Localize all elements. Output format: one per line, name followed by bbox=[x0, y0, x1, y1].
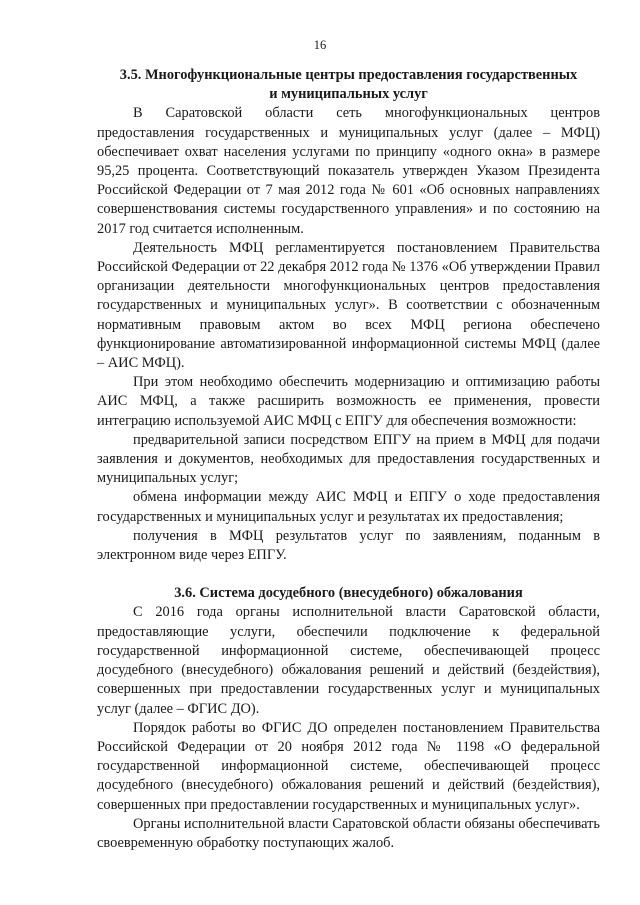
paragraph: Деятельность МФЦ регламентируется постановлением Правительства Российской Федерации от 22 декабря 2012 года № 1376 «Об утверждении Правил организации деятельности многофункциональных центров предоставления государственных и муниципальных услуг». В соответствии с обозначенным нормативным правовым актом во всех МФЦ региона обеспечено функционирование автоматизированной информационной системы МФЦ (далее – АИС МФЦ). bbox=[97, 239, 600, 372]
section-heading-3-5 bbox=[97, 66, 600, 104]
section-heading-3-5-line2: и муниципальных услуг bbox=[269, 86, 428, 103]
list-item: получения в МФЦ результатов услуг по заявлениям, поданным в электронном виде через ЕПГУ. bbox=[97, 527, 600, 564]
list-item: предварительной записи посредством ЕПГУ на прием в МФЦ для подачи заявления и документов, необходимых для предоставления государственных и муниципальных услуг; bbox=[97, 431, 600, 487]
paragraph: В Саратовской области сеть многофункциональных центров предоставления государственных и муниципальных услуг (далее – МФЦ) обеспечивает охват населения услугами по принципу «одного окна» в размере 95,25 процента. Соответствующий показатель утвержден Указом Президента Российской Федерации от 7 мая 2012 года № 601 «Об основных направлениях совершенствования системы государственного управления» и по состоянию на 2017 год считается исполненным. bbox=[97, 105, 600, 237]
paragraph: Порядок работы во ФГИС ДО определен постановлением Правительства Российской Федерации от 20 ноября 2012 года № 1198 «О федеральной государственной информационной системе, обеспечивающей процесс досудебного (внесудебного) обжалования решений и действий (бездействия), совершенных при предоставлении государственных и муниципальных услуг». bbox=[97, 719, 600, 813]
paragraph: С 2016 года органы исполнительной власти Саратовской области, предоставляющие услуги, обеспечили подключение к федеральной государственной информационной системе, обеспечивающей процесс досудебного (внесудебного) обжалования решений и действий (бездействия), совершенных при предоставлении государственных услуг и муниципальных услуг (далее – ФГИС ДО). bbox=[97, 604, 600, 717]
page-number: 16 bbox=[313, 38, 327, 52]
section-heading-3-6: 3.6. Система досудебного (внесудебного) обжалования bbox=[174, 585, 523, 602]
section-heading-3-5-line1: 3.5. Многофункциональные центры предоставления государственных bbox=[119, 67, 578, 83]
paragraph: Органы исполнительной власти Саратовской области обязаны обеспечивать своевременную обработку поступающих жалоб. bbox=[97, 815, 600, 851]
list-item: обмена информации между АИС МФЦ и ЕПГУ о ходе предоставления государственных и муниципальных услуг и результатах их предоставления; bbox=[97, 489, 600, 525]
section-spacer bbox=[97, 565, 600, 584]
paragraph: При этом необходимо обеспечить модернизацию и оптимизацию работы АИС МФЦ, а также расширить возможность ее применения, провести интеграцию используемой АИС МФЦ с ЕПГУ для обеспечения возможности: bbox=[97, 374, 600, 429]
page-body bbox=[97, 66, 600, 853]
